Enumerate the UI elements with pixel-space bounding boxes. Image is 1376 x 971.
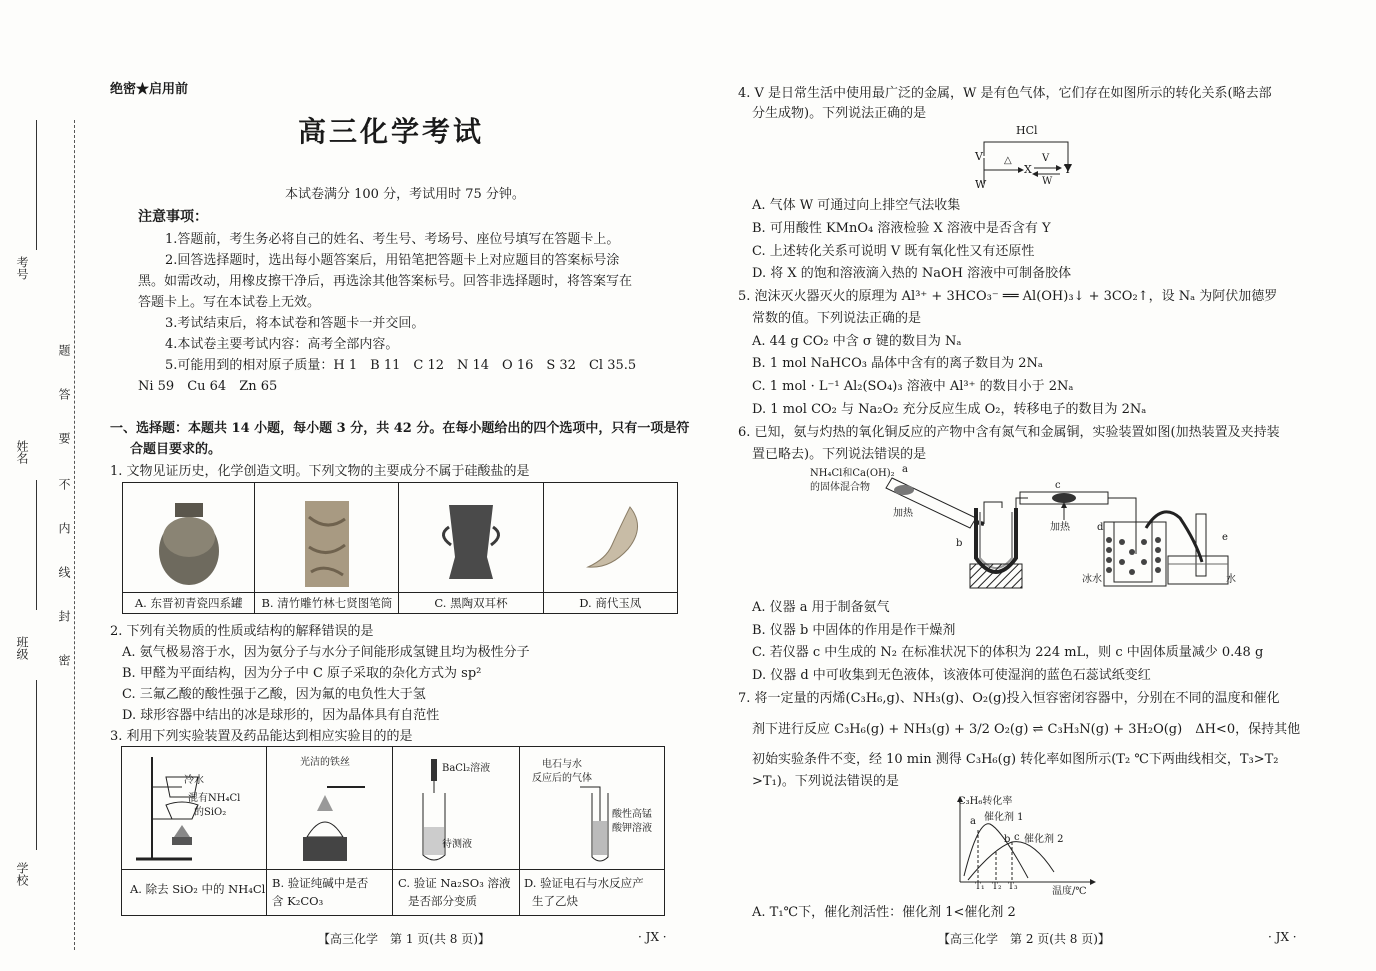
q6-label-mixture-1: NH₄Cl和Ca(OH)₂	[810, 468, 895, 479]
q6-label-ice-water: 冰水	[1082, 574, 1102, 585]
q6-stem-line2: 置已略去)。下列说法错误的是	[752, 447, 927, 462]
q5-option-c: C. 1 mol · L⁻¹ Al₂(SO₄)₃ 溶液中 Al³⁺ 的数目小于 2Nₐ	[752, 379, 1074, 394]
footer-left-jx: · JX ·	[638, 930, 667, 944]
q6-option-c: C. 若仪器 c 中生成的 N₂ 在标准状况下的体积为 224 mL，则 c 中固体质量减少 0.48 g	[752, 645, 1264, 660]
q4-label-v: V	[975, 150, 983, 163]
q3d-label-3: 酸性高锰	[612, 809, 652, 820]
q7-stem-line1: 7. 将一定量的丙烯(C₃H₆,g)、NH₃(g)、O₂(g)投入恒容密闭容器中，分别在不同的温度和催化	[738, 691, 1280, 706]
q4-label-x: X	[1024, 163, 1032, 176]
q5-stem-line1: 5. 泡沫灭火器灭火的原理为 Al³⁺ + 3HCO₃⁻ ══ Al(OH)₃↓ + 3CO₂↑，设 Nₐ 为阿伏加德罗	[738, 289, 1278, 304]
q3d-label-1: 电石与水	[542, 759, 582, 770]
q7-graph-point-b: b	[1004, 834, 1011, 845]
class-line	[36, 680, 37, 850]
exam-number-label: 考号	[15, 256, 29, 280]
q7-graph-point-c: c	[1014, 832, 1020, 843]
notice-line: 黑。如需改动，用橡皮擦干净后，再选涂其他答案标号。回答非选择题时，将答案写在	[138, 274, 633, 289]
notice-line: 1.答题前，考生务必将自己的姓名、考生号、考场号、座位号填写在答题卡上。	[165, 232, 620, 247]
q1-cell-d	[543, 483, 677, 614]
q7-graph-catalyst-1: 催化剂 1	[984, 812, 1024, 823]
footer-left-page: 【高三化学 第 1 页(共 8 页)】	[318, 932, 490, 946]
notice-line: Ni 59 Cu 64 Zn 65	[138, 379, 278, 394]
q4-stem-line2: 分生成物)。下列说法正确的是	[752, 106, 927, 121]
q2-option-c: C. 三氟乙酸的酸性强于乙酸，因为氟的电负性大于氢	[122, 687, 426, 702]
q6-label-e: e	[1222, 532, 1228, 543]
q1-option-b: B. 清竹雕竹林七贤图笔筒	[255, 592, 398, 613]
q3d-label-4: 酸钾溶液	[612, 823, 652, 834]
q7-graph-catalyst-2: 催化剂 2	[1024, 834, 1064, 845]
q5-option-d: D. 1 mol CO₂ 与 Na₂O₂ 充分反应生成 O₂，转移电子的数目为 2Nₐ	[752, 402, 1147, 417]
q6-label-water: 水	[1226, 574, 1236, 585]
section-heading: 一、选择题：本题共 14 小题，每小题 3 分，共 42 分。在每小题给出的四个选项中，只有一项是符	[110, 421, 690, 436]
q5-option-a: A. 44 g CO₂ 中含 σ 键的数目为 Nₐ	[752, 334, 962, 349]
q4-label-hcl: HCl	[1016, 124, 1038, 137]
q5-option-b: B. 1 mol NaHCO₃ 晶体中含有的离子数目为 2Nₐ	[752, 356, 1043, 371]
q4-label-y: Y	[1064, 163, 1072, 176]
notice-title: 注意事项：	[138, 209, 208, 225]
q3c-label-bacl2: BaCl₂溶液	[442, 763, 491, 774]
q3c-label-sample: 待测液	[442, 839, 472, 850]
footer-right-page: 【高三化学 第 2 页(共 8 页)】	[938, 932, 1110, 946]
q3-option-c-line1: C. 验证 Na₂SO₃ 溶液	[398, 876, 511, 890]
q6-label-c: c	[1055, 480, 1061, 491]
q6-label-mixture-2: 的固体混合物	[810, 482, 870, 493]
black-pottery-cup-image	[431, 497, 511, 589]
q7-graph-t3: T₃	[1008, 882, 1018, 892]
q4-label-w: W	[975, 178, 987, 191]
class-label: 班级	[15, 636, 29, 660]
q7-graph-t1: T₁	[975, 882, 985, 892]
q3a-label-cold-water: 冷水	[184, 775, 204, 786]
q4-label-w2: W	[1042, 176, 1053, 187]
q2-option-a: A. 氨气极易溶于水，因为氨分子与水分子间能形成氢键且均为极性分子	[122, 645, 530, 660]
q6-option-d: D. 仪器 d 中可收集到无色液体，该液体可使湿润的蓝色石蕊试纸变红	[752, 668, 1151, 683]
q1-cell-c	[399, 483, 543, 614]
jar-image	[149, 497, 229, 589]
seal-char: 内	[57, 522, 71, 534]
q4-label-delta: △	[1004, 155, 1012, 166]
exam-number-line	[36, 120, 37, 250]
q7-option-a: A. T₁℃下，催化剂活性：催化剂 1<催化剂 2	[752, 905, 1016, 920]
cut-line	[74, 120, 75, 950]
binding-strip	[0, 0, 80, 971]
q3-figure-table	[121, 746, 665, 916]
q6-apparatus	[806, 462, 1246, 590]
q6-option-b: B. 仪器 b 中固体的作用是作干燥剂	[752, 623, 956, 638]
school-label: 学校	[15, 862, 29, 886]
q1-option-a: A. 东晋初青瓷四系罐	[123, 592, 254, 613]
seal-char: 封	[57, 610, 71, 622]
seal-char: 密	[57, 654, 71, 666]
q3-option-c-line2: 是否部分变质	[408, 894, 477, 908]
q6-label-b: b	[956, 538, 963, 549]
q7-stem-line4: >T₁)。下列说法错误的是	[752, 774, 899, 789]
q1-stem: 1. 文物见证历史，化学创造文明。下列文物的主要成分不属于硅酸盐的是	[110, 464, 530, 479]
q6-label-heat-1: 加热	[893, 508, 913, 519]
q7-graph-ylabel: C₃H₆转化率	[958, 796, 1013, 807]
name-line	[36, 480, 37, 610]
q1-option-c: C. 黑陶双耳杯	[399, 592, 542, 613]
seal-char: 题	[57, 344, 71, 356]
notice-line: 4.本试卷主要考试内容：高考全部内容。	[165, 337, 399, 352]
notice-line: 5.可能用到的相对原子质量：H 1 B 11 C 12 N 14 O 16 S 32 Cl 35.5	[165, 358, 637, 373]
secret-mark: 绝密★启用前	[110, 82, 189, 97]
q4-label-v2: V	[1042, 153, 1050, 164]
q7-stem-line2: 剂下进行反应 C₃H₆(g) + NH₃(g) + 3/2 O₂(g) ⇌ C₃H₃N(g) + 3H₂O(g) ΔH<0，保持其他	[752, 722, 1301, 737]
section-heading-cont: 合题目要求的。	[130, 442, 222, 457]
notice-line: 答题卡上。写在本试卷上无效。	[138, 295, 321, 310]
q4-option-d: D. 将 X 的饱和溶液滴入热的 NaOH 溶液中可制备胶体	[752, 266, 1072, 281]
notice-line: 3.考试结束后，将本试卷和答题卡一并交回。	[165, 316, 425, 331]
q3a-label-mixture: 混有NH₄Cl	[188, 793, 241, 804]
q6-label-heat-2: 加热	[1050, 522, 1070, 533]
q6-option-a: A. 仪器 a 用于制备氨气	[752, 600, 890, 615]
q6-stem-line1: 6. 已知，氨与灼热的氧化铜反应的产物中含有氮气和金属铜，实验装置如图(加热装置及夹持装	[738, 425, 1280, 440]
q7-graph-xlabel: 温度/℃	[1052, 886, 1087, 897]
q5-stem-line2: 常数的值。下列说法正确的是	[752, 311, 922, 326]
q3d-label-2: 反应后的气体	[532, 773, 592, 784]
q6-label-d: d	[1097, 522, 1104, 533]
seal-char: 不	[57, 478, 71, 490]
jade-phoenix-image	[570, 497, 650, 589]
q7-stem-line3: 初始实验条件不变，经 10 min 测得 C₃H₆(g) 转化率如图所示(T₂ ℃下两曲线相交，T₃>T₂	[752, 752, 1279, 767]
q3-option-d-line1: D. 验证电石与水反应产	[524, 876, 644, 890]
q4-option-a: A. 气体 W 可通过向上排空气法收集	[752, 198, 961, 213]
q3-option-b-line2: 含 K₂CO₃	[272, 894, 324, 908]
q1-cell-b	[255, 483, 399, 614]
q4-option-b: B. 可用酸性 KMnO₄ 溶液检验 X 溶液中是否含有 Y	[752, 221, 1051, 236]
seal-char: 答	[57, 388, 71, 400]
exam-info: 本试卷满分 100 分，考试用时 75 分钟。	[285, 187, 525, 202]
q3-option-a: A. 除去 SiO₂ 中的 NH₄Cl	[130, 882, 266, 896]
name-label: 姓名	[15, 440, 29, 464]
q7-graph-t2: T₂	[992, 882, 1002, 892]
q1-cell-a	[123, 483, 255, 614]
notice-line: 2.回答选择题时，选出每小题答案后，用铅笔把答题卡上对应题目的答案标号涂	[165, 253, 620, 268]
footer-right-jx: · JX ·	[1268, 930, 1297, 944]
q3-stem: 3. 利用下列实验装置及药品能达到相应实验目的的是	[110, 729, 413, 744]
q6-label-a: a	[902, 464, 908, 475]
q4-stem-line1: 4. V 是日常生活中使用最广泛的金属，W 是有色气体，它们存在如图所示的转化关系(略去部	[738, 86, 1272, 101]
q2-option-b: B. 甲醛为平面结构，因为分子中 C 原子采取的杂化方式为 sp²	[122, 666, 482, 681]
q3a-label-sio2: 的SiO₂	[194, 807, 227, 818]
q3-option-d-line2: 生了乙炔	[532, 894, 578, 908]
q2-stem: 2. 下列有关物质的性质或结构的解释错误的是	[110, 624, 374, 639]
q3-option-b-line1: B. 验证纯碱中是否	[272, 876, 369, 890]
page-title: 高三化学考试	[298, 115, 485, 148]
seal-char: 线	[57, 566, 71, 578]
q7-graph-point-a: a	[970, 816, 976, 827]
q2-option-d: D. 球形容器中结出的冰是球形的，因为晶体具有自范性	[122, 708, 440, 723]
seal-char: 要	[57, 432, 71, 444]
q4-option-c: C. 上述转化关系可说明 V 既有氧化性又有还原性	[752, 244, 1035, 259]
q3b-label-wire: 光洁的铁丝	[300, 757, 350, 768]
q1-figure-table	[122, 482, 678, 614]
q3-divider	[122, 869, 664, 870]
q1-option-d: D. 商代玉凤	[544, 592, 677, 613]
brush-pot-image	[297, 497, 357, 589]
